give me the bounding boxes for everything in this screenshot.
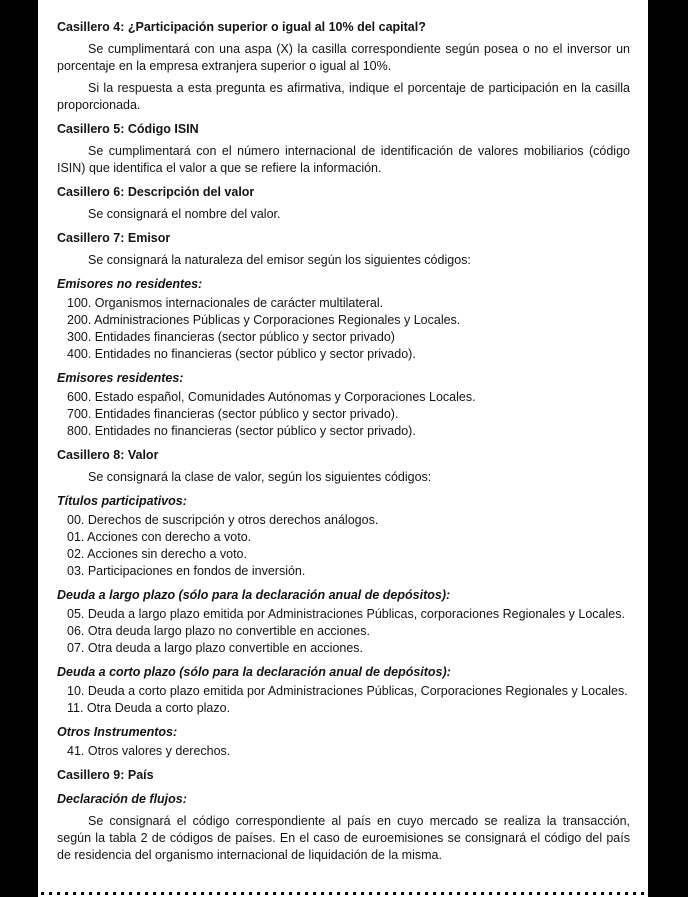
section-heading-casillero-4: Casillero 4: ¿Participación superior o igual al 10% del capital? bbox=[57, 20, 426, 34]
paragraph: Se cumplimentará con el número internacional de identificación de valores mobiliarios (código ISIN) que identifica el valor a que se refiere la información. bbox=[57, 144, 630, 175]
code-list-otros-instrumentos bbox=[57, 743, 630, 760]
code-list-item: 400. Entidades no financieras (sector público y sector privado). bbox=[67, 347, 416, 361]
code-list-item: 100. Organismos internacionales de carácter multilateral. bbox=[67, 296, 384, 310]
paragraph: Se consignará la naturaleza del emisor según los siguientes códigos: bbox=[88, 253, 471, 267]
code-list-item: 07. Otra deuda a largo plazo convertible en acciones. bbox=[67, 641, 364, 655]
paragraph: Se cumplimentará con una aspa (X) la casilla correspondiente según posea o no el inversor un porcentaje en la empresa extranjera superior o igual al 10%. bbox=[57, 42, 630, 73]
paragraph: Si la respuesta a esta pregunta es afirmativa, indique el porcentaje de participación en la casilla proporcionada. bbox=[57, 81, 630, 112]
section-heading-casillero-8: Casillero 8: Valor bbox=[57, 448, 159, 462]
subheading-otros-instrumentos: Otros Instrumentos: bbox=[57, 725, 178, 739]
code-list-deuda-largo-plazo bbox=[57, 606, 630, 657]
subheading-emisores-residentes: Emisores residentes: bbox=[57, 371, 184, 385]
code-list-item: 05. Deuda a largo plazo emitida por Administraciones Públicas, corporaciones Regionales y Locales. bbox=[67, 607, 625, 621]
section-heading-casillero-6: Casillero 6: Descripción del valor bbox=[57, 185, 255, 199]
code-list-item: 800. Entidades no financieras (sector público y sector privado). bbox=[67, 424, 416, 438]
section-heading-casillero-5: Casillero 5: Código ISIN bbox=[57, 122, 199, 136]
code-list-item: 03. Participaciones en fondos de inversión. bbox=[67, 564, 306, 578]
code-list-emisores-residentes bbox=[57, 389, 630, 440]
code-list-titulos-participativos bbox=[57, 512, 630, 580]
code-list-item: 600. Estado español, Comunidades Autónomas y Corporaciones Locales. bbox=[67, 390, 476, 404]
paragraph: Se consignará el nombre del valor. bbox=[88, 207, 281, 221]
subheading-titulos-participativos: Títulos participativos: bbox=[57, 494, 187, 508]
code-list-item: 200. Administraciones Públicas y Corporaciones Regionales y Locales. bbox=[67, 313, 461, 327]
subheading-declaracion-de-flujos: Declaración de flujos: bbox=[57, 792, 187, 806]
dotted-separator bbox=[41, 892, 646, 895]
code-list-item: 06. Otra deuda largo plazo no convertible en acciones. bbox=[67, 624, 370, 638]
subheading-deuda-largo-plazo: Deuda a largo plazo (sólo para la declaración anual de depósitos): bbox=[57, 588, 451, 602]
paragraph: Se consignará la clase de valor, según los siguientes códigos: bbox=[88, 470, 432, 484]
subheading-emisores-no-residentes: Emisores no residentes: bbox=[57, 277, 203, 291]
section-heading-casillero-7: Casillero 7: Emisor bbox=[57, 231, 171, 245]
code-list-deuda-corto-plazo bbox=[57, 683, 630, 717]
subheading-deuda-corto-plazo: Deuda a corto plazo (sólo para la declaración anual de depósitos): bbox=[57, 665, 451, 679]
section-heading-casillero-9: Casillero 9: País bbox=[57, 768, 154, 782]
code-list-item: 01. Acciones con derecho a voto. bbox=[67, 530, 252, 544]
paragraph: Se consignará el código correspondiente al país en cuyo mercado se realiza la transacción, según la tabla 2 de códigos de países. En el caso de euroemisiones se consignará el código del país de residencia del organismo internacional de liquidación de la misma. bbox=[57, 814, 630, 862]
code-list-item: 300. Entidades financieras (sector público y sector privado) bbox=[67, 330, 395, 344]
code-list-item: 11. Otra Deuda a corto plazo. bbox=[67, 701, 231, 715]
code-list-item: 700. Entidades financieras (sector público y sector privado). bbox=[67, 407, 399, 421]
code-list-item: 00. Derechos de suscripción y otros derechos análogos. bbox=[67, 513, 379, 527]
document-page bbox=[38, 0, 648, 897]
code-list-item: 10. Deuda a corto plazo emitida por Administraciones Públicas, Corporaciones Regionales y Locales. bbox=[67, 684, 628, 698]
code-list-item: 41. Otros valores y derechos. bbox=[67, 744, 231, 758]
code-list-item: 02. Acciones sin derecho a voto. bbox=[67, 547, 247, 561]
code-list-emisores-no-residentes bbox=[57, 295, 630, 363]
document-content bbox=[38, 0, 648, 864]
